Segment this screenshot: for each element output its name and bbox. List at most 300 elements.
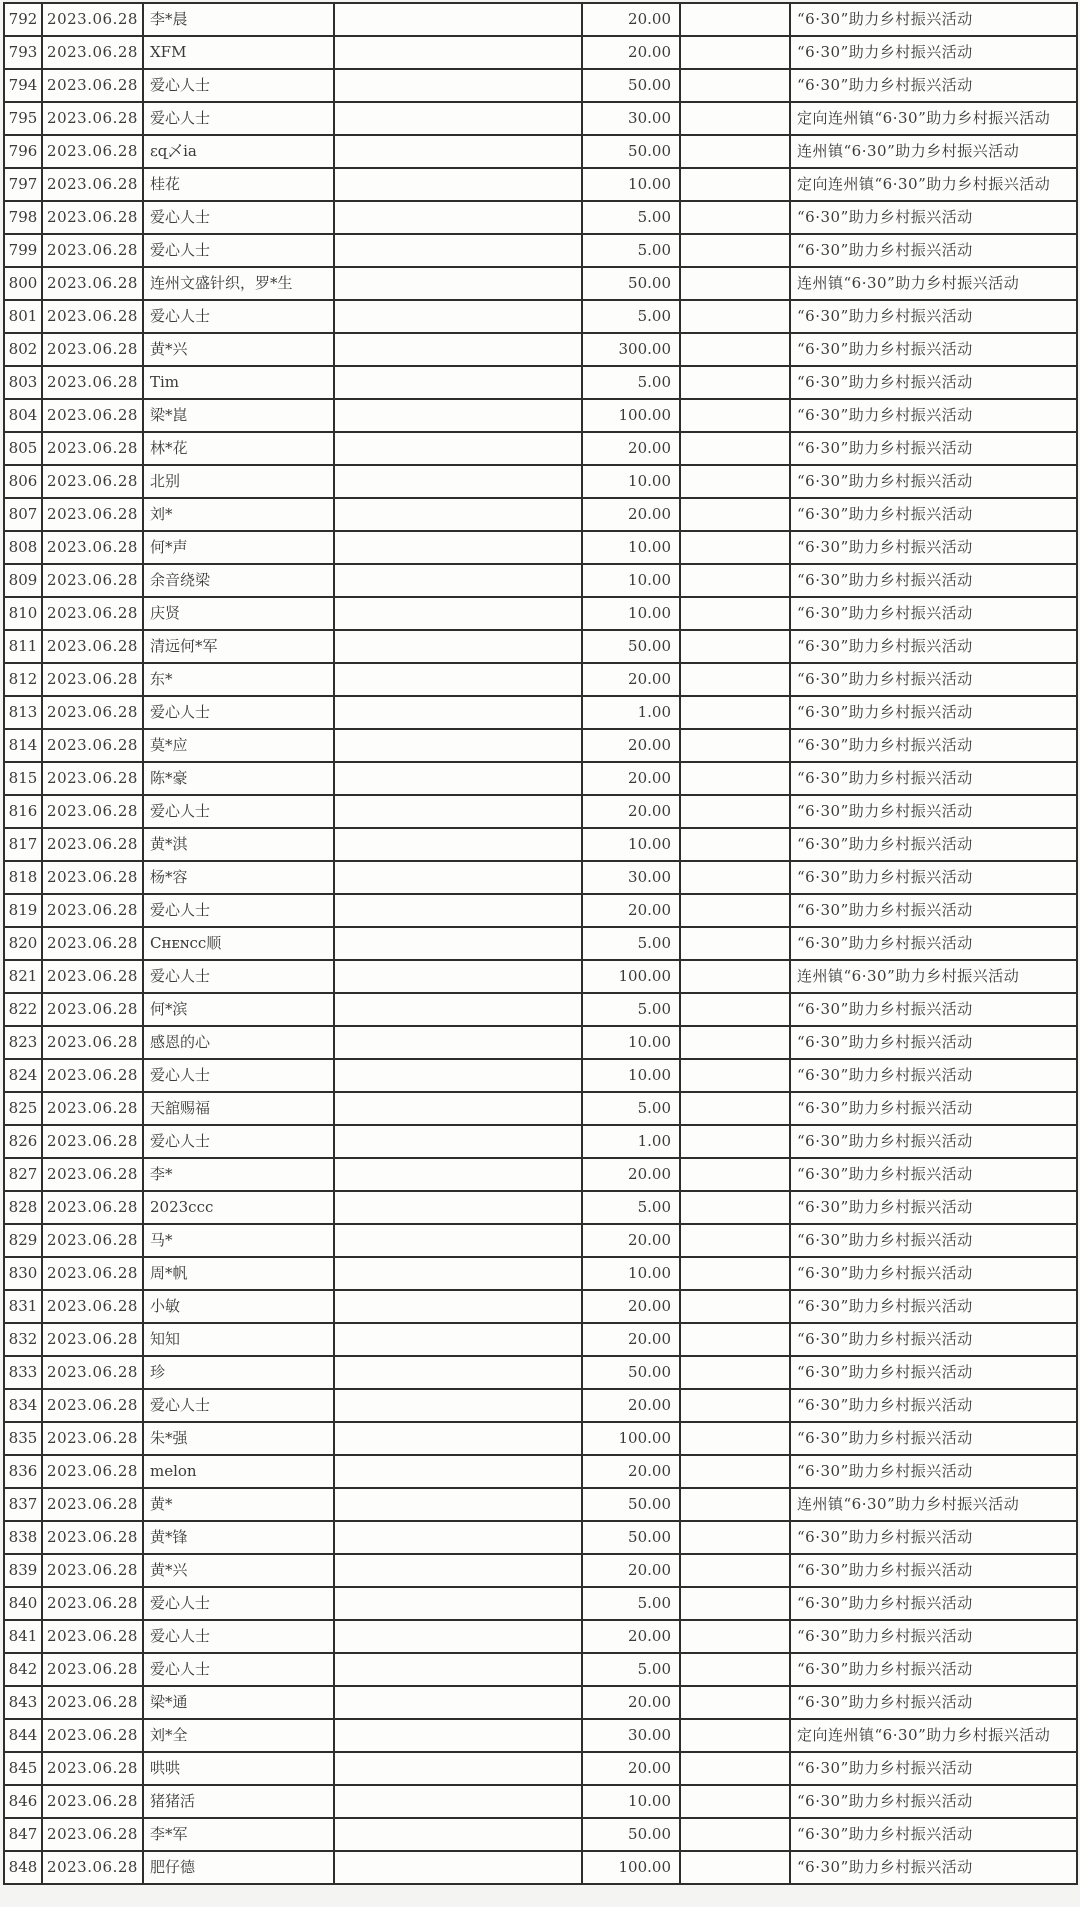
donor-name-cell: 爱心人士 <box>143 1587 334 1620</box>
activity-cell: 定向连州镇“6·30”助力乡村振兴活动 <box>790 102 1077 135</box>
row-number-cell: 797 <box>4 168 42 201</box>
table-row <box>4 729 1077 762</box>
empty-cell <box>680 861 790 894</box>
amount-cell: 20.00 <box>582 1389 680 1422</box>
amount-cell: 10.00 <box>582 564 680 597</box>
date-cell: 2023.06.28 <box>42 267 143 300</box>
table-row <box>4 828 1077 861</box>
document-page <box>0 2 1080 1907</box>
date-cell: 2023.06.28 <box>42 894 143 927</box>
donor-name-cell: 何*声 <box>143 531 334 564</box>
empty-cell <box>680 1521 790 1554</box>
row-number-cell: 826 <box>4 1125 42 1158</box>
amount-cell: 20.00 <box>582 1455 680 1488</box>
empty-cell <box>680 1290 790 1323</box>
row-number-cell: 838 <box>4 1521 42 1554</box>
row-number-cell: 847 <box>4 1818 42 1851</box>
empty-cell <box>334 1554 582 1587</box>
row-number-cell: 812 <box>4 663 42 696</box>
empty-cell <box>334 1851 582 1884</box>
table-row <box>4 564 1077 597</box>
table-row <box>4 399 1077 432</box>
table-row <box>4 597 1077 630</box>
table-row <box>4 993 1077 1026</box>
table-row <box>4 1686 1077 1719</box>
table-row <box>4 531 1077 564</box>
row-number-cell: 808 <box>4 531 42 564</box>
amount-cell: 20.00 <box>582 729 680 762</box>
activity-cell: 连州镇“6·30”助力乡村振兴活动 <box>790 135 1077 168</box>
donor-name-cell: 黄*淇 <box>143 828 334 861</box>
empty-cell <box>680 1488 790 1521</box>
amount-cell: 5.00 <box>582 1587 680 1620</box>
activity-cell: “6·30”助力乡村振兴活动 <box>790 69 1077 102</box>
amount-cell: 20.00 <box>582 498 680 531</box>
empty-cell <box>680 1191 790 1224</box>
date-cell: 2023.06.28 <box>42 960 143 993</box>
empty-cell <box>680 564 790 597</box>
donor-name-cell: 天舘赐福 <box>143 1092 334 1125</box>
empty-cell <box>680 1158 790 1191</box>
date-cell: 2023.06.28 <box>42 1158 143 1191</box>
row-number-cell: 799 <box>4 234 42 267</box>
activity-cell: “6·30”助力乡村振兴活动 <box>790 333 1077 366</box>
table-row <box>4 465 1077 498</box>
donor-name-cell: 东* <box>143 663 334 696</box>
activity-cell: “6·30”助力乡村振兴活动 <box>790 201 1077 234</box>
empty-cell <box>680 432 790 465</box>
amount-cell: 5.00 <box>582 927 680 960</box>
empty-cell <box>334 762 582 795</box>
empty-cell <box>680 663 790 696</box>
donor-name-cell: 小敏 <box>143 1290 334 1323</box>
amount-cell: 100.00 <box>582 1422 680 1455</box>
amount-cell: 30.00 <box>582 102 680 135</box>
empty-cell <box>334 498 582 531</box>
date-cell: 2023.06.28 <box>42 234 143 267</box>
amount-cell: 10.00 <box>582 531 680 564</box>
table-row <box>4 696 1077 729</box>
donor-name-cell: 黄*兴 <box>143 1554 334 1587</box>
amount-cell: 1.00 <box>582 1125 680 1158</box>
empty-cell <box>334 465 582 498</box>
donor-name-cell: melon <box>143 1455 334 1488</box>
date-cell: 2023.06.28 <box>42 1653 143 1686</box>
empty-cell <box>680 234 790 267</box>
activity-cell: “6·30”助力乡村振兴活动 <box>790 1059 1077 1092</box>
donation-table-body <box>4 3 1077 1884</box>
empty-cell <box>334 828 582 861</box>
activity-cell: “6·30”助力乡村振兴活动 <box>790 1224 1077 1257</box>
table-row <box>4 1521 1077 1554</box>
amount-cell: 1.00 <box>582 696 680 729</box>
amount-cell: 5.00 <box>582 300 680 333</box>
donor-name-cell: 黄*锋 <box>143 1521 334 1554</box>
donor-name-cell: εզ乄ia <box>143 135 334 168</box>
donor-name-cell: 桂花 <box>143 168 334 201</box>
activity-cell: “6·30”助力乡村振兴活动 <box>790 1455 1077 1488</box>
empty-cell <box>680 300 790 333</box>
amount-cell: 10.00 <box>582 1059 680 1092</box>
empty-cell <box>680 135 790 168</box>
date-cell: 2023.06.28 <box>42 861 143 894</box>
donor-name-cell: 爱心人士 <box>143 102 334 135</box>
row-number-cell: 813 <box>4 696 42 729</box>
empty-cell <box>334 1785 582 1818</box>
activity-cell: “6·30”助力乡村振兴活动 <box>790 465 1077 498</box>
donor-name-cell: 余音绕梁 <box>143 564 334 597</box>
amount-cell: 20.00 <box>582 1290 680 1323</box>
activity-cell: “6·30”助力乡村振兴活动 <box>790 1686 1077 1719</box>
row-number-cell: 835 <box>4 1422 42 1455</box>
empty-cell <box>680 1092 790 1125</box>
amount-cell: 50.00 <box>582 69 680 102</box>
date-cell: 2023.06.28 <box>42 1323 143 1356</box>
amount-cell: 20.00 <box>582 1158 680 1191</box>
empty-cell <box>334 1224 582 1257</box>
date-cell: 2023.06.28 <box>42 1620 143 1653</box>
row-number-cell: 817 <box>4 828 42 861</box>
empty-cell <box>680 729 790 762</box>
date-cell: 2023.06.28 <box>42 1752 143 1785</box>
empty-cell <box>334 1488 582 1521</box>
activity-cell: 连州镇“6·30”助力乡村振兴活动 <box>790 267 1077 300</box>
amount-cell: 100.00 <box>582 399 680 432</box>
table-row <box>4 1356 1077 1389</box>
row-number-cell: 823 <box>4 1026 42 1059</box>
activity-cell: “6·30”助力乡村振兴活动 <box>790 1785 1077 1818</box>
donor-name-cell: 马* <box>143 1224 334 1257</box>
empty-cell <box>680 762 790 795</box>
row-number-cell: 794 <box>4 69 42 102</box>
donor-name-cell: 黄*兴 <box>143 333 334 366</box>
date-cell: 2023.06.28 <box>42 795 143 828</box>
amount-cell: 5.00 <box>582 366 680 399</box>
date-cell: 2023.06.28 <box>42 1059 143 1092</box>
activity-cell: “6·30”助力乡村振兴活动 <box>790 531 1077 564</box>
row-number-cell: 801 <box>4 300 42 333</box>
empty-cell <box>680 69 790 102</box>
table-row <box>4 3 1077 36</box>
donor-name-cell: 梁*通 <box>143 1686 334 1719</box>
date-cell: 2023.06.28 <box>42 993 143 1026</box>
row-number-cell: 827 <box>4 1158 42 1191</box>
empty-cell <box>680 366 790 399</box>
activity-cell: “6·30”助力乡村振兴活动 <box>790 498 1077 531</box>
donor-name-cell: 爱心人士 <box>143 1389 334 1422</box>
row-number-cell: 793 <box>4 36 42 69</box>
amount-cell: 300.00 <box>582 333 680 366</box>
donor-name-cell: 爱心人士 <box>143 1059 334 1092</box>
donor-name-cell: 爱心人士 <box>143 234 334 267</box>
row-number-cell: 832 <box>4 1323 42 1356</box>
row-number-cell: 829 <box>4 1224 42 1257</box>
table-row <box>4 894 1077 927</box>
empty-cell <box>334 366 582 399</box>
table-row <box>4 1719 1077 1752</box>
donor-name-cell: 爱心人士 <box>143 300 334 333</box>
row-number-cell: 822 <box>4 993 42 1026</box>
donor-name-cell: 朱*强 <box>143 1422 334 1455</box>
row-number-cell: 818 <box>4 861 42 894</box>
donor-name-cell: 刘*全 <box>143 1719 334 1752</box>
donor-name-cell: 陈*豪 <box>143 762 334 795</box>
donor-name-cell: 爱心人士 <box>143 1125 334 1158</box>
donor-name-cell: 杨*容 <box>143 861 334 894</box>
amount-cell: 100.00 <box>582 1851 680 1884</box>
row-number-cell: 805 <box>4 432 42 465</box>
row-number-cell: 825 <box>4 1092 42 1125</box>
date-cell: 2023.06.28 <box>42 1026 143 1059</box>
date-cell: 2023.06.28 <box>42 69 143 102</box>
date-cell: 2023.06.28 <box>42 3 143 36</box>
row-number-cell: 816 <box>4 795 42 828</box>
donor-name-cell: 周*帆 <box>143 1257 334 1290</box>
amount-cell: 20.00 <box>582 795 680 828</box>
amount-cell: 50.00 <box>582 1488 680 1521</box>
activity-cell: “6·30”助力乡村振兴活动 <box>790 564 1077 597</box>
empty-cell <box>334 894 582 927</box>
donor-name-cell: 黄* <box>143 1488 334 1521</box>
empty-cell <box>334 696 582 729</box>
activity-cell: “6·30”助力乡村振兴活动 <box>790 861 1077 894</box>
table-row <box>4 1323 1077 1356</box>
date-cell: 2023.06.28 <box>42 498 143 531</box>
amount-cell: 10.00 <box>582 168 680 201</box>
empty-cell <box>334 531 582 564</box>
donor-name-cell: 珍 <box>143 1356 334 1389</box>
amount-cell: 20.00 <box>582 36 680 69</box>
table-row <box>4 69 1077 102</box>
donor-name-cell: 爱心人士 <box>143 1653 334 1686</box>
date-cell: 2023.06.28 <box>42 399 143 432</box>
empty-cell <box>680 168 790 201</box>
table-row <box>4 1191 1077 1224</box>
row-number-cell: 837 <box>4 1488 42 1521</box>
empty-cell <box>680 1785 790 1818</box>
empty-cell <box>334 960 582 993</box>
table-row <box>4 1488 1077 1521</box>
empty-cell <box>334 1059 582 1092</box>
activity-cell: “6·30”助力乡村振兴活动 <box>790 1818 1077 1851</box>
empty-cell <box>334 1356 582 1389</box>
empty-cell <box>680 3 790 36</box>
empty-cell <box>680 498 790 531</box>
empty-cell <box>334 36 582 69</box>
empty-cell <box>334 630 582 663</box>
donor-name-cell: 2023ccc <box>143 1191 334 1224</box>
empty-cell <box>680 1719 790 1752</box>
row-number-cell: 803 <box>4 366 42 399</box>
table-row <box>4 1851 1077 1884</box>
empty-cell <box>334 861 582 894</box>
donor-name-cell: 李* <box>143 1158 334 1191</box>
empty-cell <box>680 333 790 366</box>
empty-cell <box>680 828 790 861</box>
row-number-cell: 798 <box>4 201 42 234</box>
empty-cell <box>334 993 582 1026</box>
amount-cell: 50.00 <box>582 267 680 300</box>
table-row <box>4 234 1077 267</box>
empty-cell <box>334 69 582 102</box>
activity-cell: “6·30”助力乡村振兴活动 <box>790 1158 1077 1191</box>
empty-cell <box>680 927 790 960</box>
date-cell: 2023.06.28 <box>42 630 143 663</box>
empty-cell <box>680 1752 790 1785</box>
donor-name-cell: 爱心人士 <box>143 1620 334 1653</box>
empty-cell <box>680 1059 790 1092</box>
activity-cell: “6·30”助力乡村振兴活动 <box>790 1554 1077 1587</box>
date-cell: 2023.06.28 <box>42 366 143 399</box>
empty-cell <box>680 1224 790 1257</box>
empty-cell <box>334 795 582 828</box>
activity-cell: 连州镇“6·30”助力乡村振兴活动 <box>790 1488 1077 1521</box>
amount-cell: 20.00 <box>582 1224 680 1257</box>
activity-cell: 连州镇“6·30”助力乡村振兴活动 <box>790 960 1077 993</box>
table-row <box>4 1422 1077 1455</box>
empty-cell <box>334 3 582 36</box>
empty-cell <box>334 1125 582 1158</box>
donor-name-cell: 猪猪活 <box>143 1785 334 1818</box>
amount-cell: 20.00 <box>582 1620 680 1653</box>
donor-name-cell: 肥仔德 <box>143 1851 334 1884</box>
amount-cell: 10.00 <box>582 1026 680 1059</box>
activity-cell: “6·30”助力乡村振兴活动 <box>790 1389 1077 1422</box>
empty-cell <box>334 1026 582 1059</box>
amount-cell: 5.00 <box>582 993 680 1026</box>
table-row <box>4 1818 1077 1851</box>
amount-cell: 50.00 <box>582 1818 680 1851</box>
empty-cell <box>334 1521 582 1554</box>
donor-name-cell: 北别 <box>143 465 334 498</box>
empty-cell <box>334 1686 582 1719</box>
activity-cell: “6·30”助力乡村振兴活动 <box>790 399 1077 432</box>
empty-cell <box>680 1323 790 1356</box>
amount-cell: 10.00 <box>582 465 680 498</box>
activity-cell: “6·30”助力乡村振兴活动 <box>790 1323 1077 1356</box>
activity-cell: “6·30”助力乡村振兴活动 <box>790 1752 1077 1785</box>
amount-cell: 10.00 <box>582 1257 680 1290</box>
amount-cell: 10.00 <box>582 1785 680 1818</box>
amount-cell: 50.00 <box>582 1356 680 1389</box>
table-row <box>4 1290 1077 1323</box>
date-cell: 2023.06.28 <box>42 36 143 69</box>
activity-cell: “6·30”助力乡村振兴活动 <box>790 366 1077 399</box>
empty-cell <box>334 1290 582 1323</box>
table-row <box>4 102 1077 135</box>
amount-cell: 5.00 <box>582 1653 680 1686</box>
activity-cell: “6·30”助力乡村振兴活动 <box>790 1092 1077 1125</box>
row-number-cell: 800 <box>4 267 42 300</box>
row-number-cell: 841 <box>4 1620 42 1653</box>
donor-name-cell: 知知 <box>143 1323 334 1356</box>
empty-cell <box>334 267 582 300</box>
table-row <box>4 1587 1077 1620</box>
empty-cell <box>680 531 790 564</box>
empty-cell <box>334 399 582 432</box>
empty-cell <box>334 1752 582 1785</box>
activity-cell: “6·30”助力乡村振兴活动 <box>790 828 1077 861</box>
donor-name-cell: 哄哄 <box>143 1752 334 1785</box>
row-number-cell: 802 <box>4 333 42 366</box>
date-cell: 2023.06.28 <box>42 1191 143 1224</box>
amount-cell: 20.00 <box>582 1752 680 1785</box>
date-cell: 2023.06.28 <box>42 465 143 498</box>
activity-cell: “6·30”助力乡村振兴活动 <box>790 1587 1077 1620</box>
activity-cell: “6·30”助力乡村振兴活动 <box>790 1422 1077 1455</box>
date-cell: 2023.06.28 <box>42 729 143 762</box>
table-row <box>4 1059 1077 1092</box>
empty-cell <box>680 1026 790 1059</box>
date-cell: 2023.06.28 <box>42 1125 143 1158</box>
table-row <box>4 1257 1077 1290</box>
amount-cell: 30.00 <box>582 1719 680 1752</box>
date-cell: 2023.06.28 <box>42 1257 143 1290</box>
empty-cell <box>680 630 790 663</box>
date-cell: 2023.06.28 <box>42 102 143 135</box>
empty-cell <box>680 1422 790 1455</box>
amount-cell: 100.00 <box>582 960 680 993</box>
table-row <box>4 1785 1077 1818</box>
empty-cell <box>334 1389 582 1422</box>
amount-cell: 50.00 <box>582 1521 680 1554</box>
amount-cell: 5.00 <box>582 234 680 267</box>
date-cell: 2023.06.28 <box>42 1686 143 1719</box>
empty-cell <box>680 1389 790 1422</box>
row-number-cell: 839 <box>4 1554 42 1587</box>
activity-cell: “6·30”助力乡村振兴活动 <box>790 696 1077 729</box>
row-number-cell: 833 <box>4 1356 42 1389</box>
table-row <box>4 300 1077 333</box>
row-number-cell: 796 <box>4 135 42 168</box>
amount-cell: 20.00 <box>582 432 680 465</box>
donor-name-cell: 刘* <box>143 498 334 531</box>
activity-cell: 定向连州镇“6·30”助力乡村振兴活动 <box>790 1719 1077 1752</box>
donor-name-cell: 林*花 <box>143 432 334 465</box>
empty-cell <box>334 300 582 333</box>
table-row <box>4 960 1077 993</box>
empty-cell <box>680 795 790 828</box>
table-row <box>4 762 1077 795</box>
empty-cell <box>334 201 582 234</box>
donor-name-cell: 爱心人士 <box>143 795 334 828</box>
date-cell: 2023.06.28 <box>42 1851 143 1884</box>
row-number-cell: 807 <box>4 498 42 531</box>
date-cell: 2023.06.28 <box>42 300 143 333</box>
empty-cell <box>334 234 582 267</box>
date-cell: 2023.06.28 <box>42 135 143 168</box>
donor-name-cell: 何*滨 <box>143 993 334 1026</box>
table-row <box>4 1125 1077 1158</box>
table-row <box>4 201 1077 234</box>
amount-cell: 5.00 <box>582 1191 680 1224</box>
empty-cell <box>680 1125 790 1158</box>
date-cell: 2023.06.28 <box>42 1455 143 1488</box>
row-number-cell: 795 <box>4 102 42 135</box>
empty-cell <box>680 201 790 234</box>
empty-cell <box>680 993 790 1026</box>
date-cell: 2023.06.28 <box>42 1521 143 1554</box>
row-number-cell: 815 <box>4 762 42 795</box>
date-cell: 2023.06.28 <box>42 1554 143 1587</box>
row-number-cell: 840 <box>4 1587 42 1620</box>
row-number-cell: 844 <box>4 1719 42 1752</box>
table-row <box>4 135 1077 168</box>
activity-cell: “6·30”助力乡村振兴活动 <box>790 1026 1077 1059</box>
activity-cell: “6·30”助力乡村振兴活动 <box>790 3 1077 36</box>
empty-cell <box>680 696 790 729</box>
donor-name-cell: 清远何*军 <box>143 630 334 663</box>
